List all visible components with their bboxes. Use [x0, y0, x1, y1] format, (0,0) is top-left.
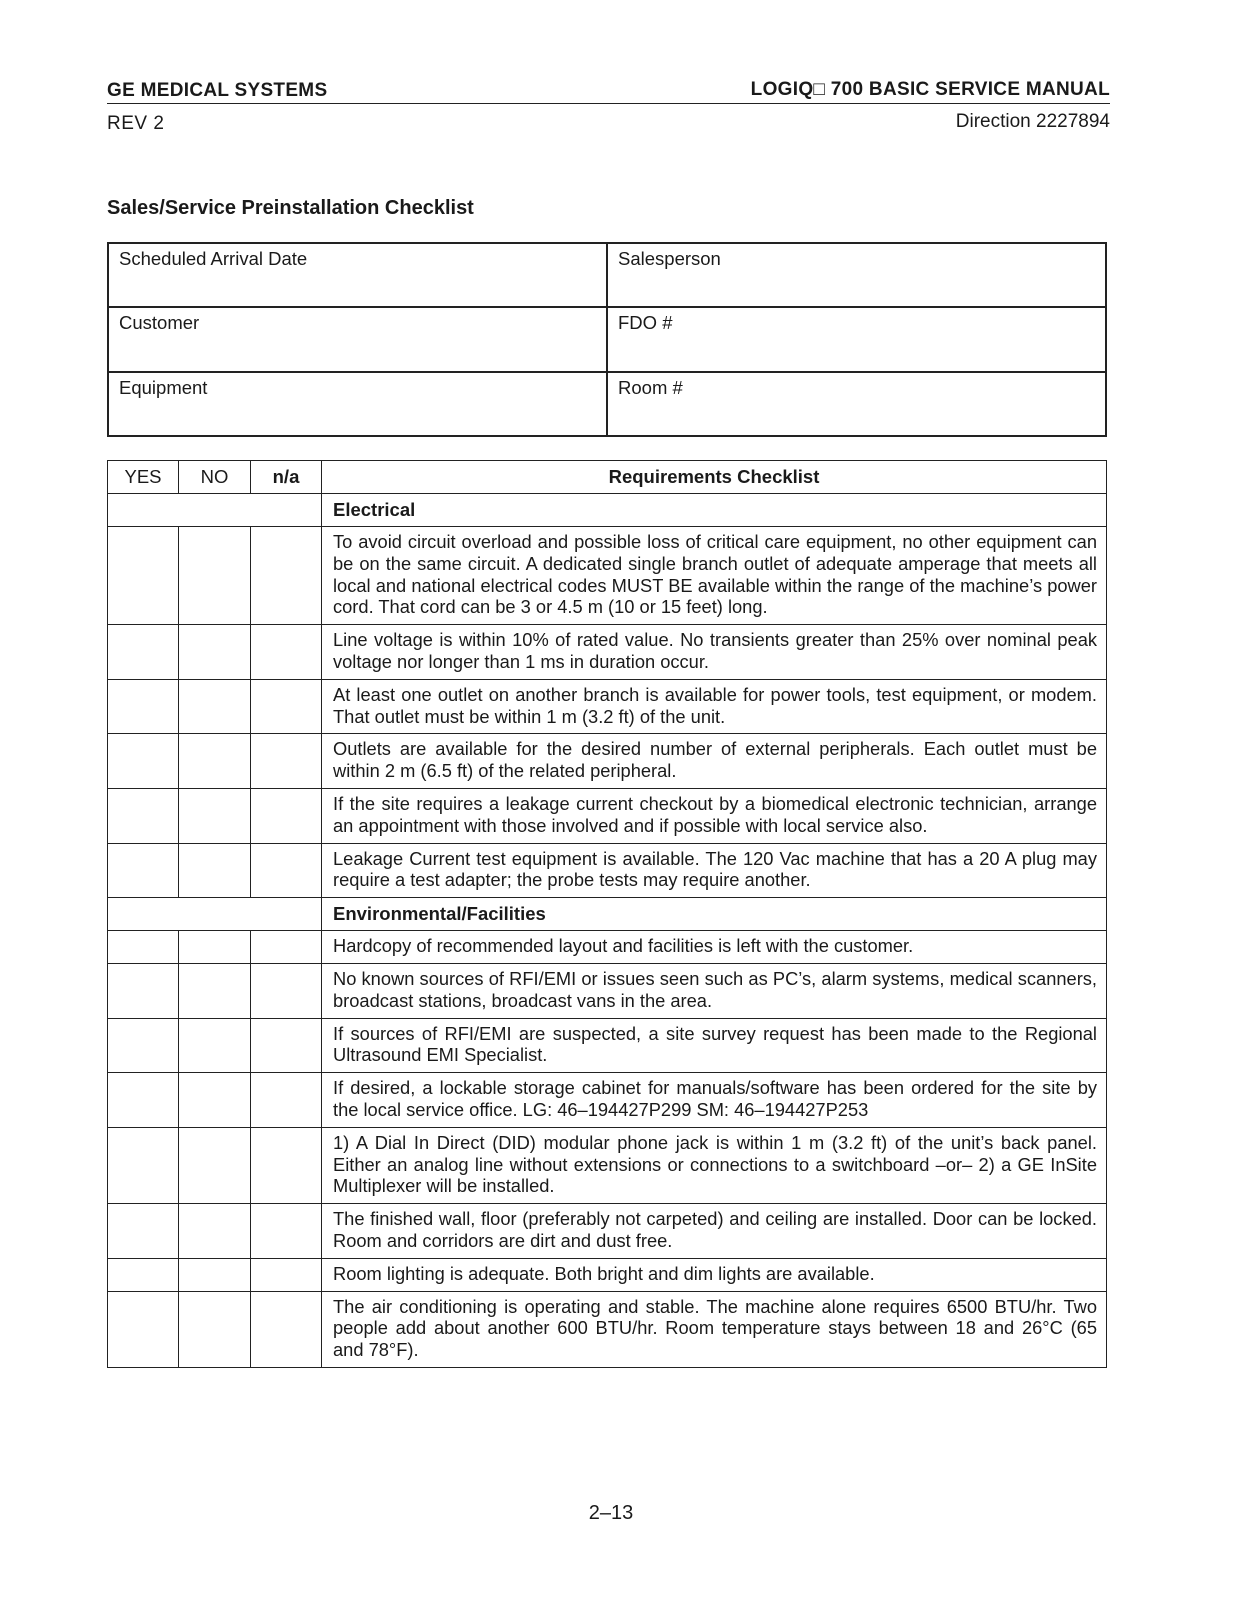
na-checkbox-cell[interactable] — [251, 931, 322, 964]
checklist-row — [108, 963, 1107, 1018]
requirement-text: The air conditioning is operating and stable. The machine alone requires 6500 BTU/hr. Two people add about another 600 BTU/hr. Room temperature stays between 18 and 26°C (65 and 78°F). — [322, 1291, 1107, 1367]
no-checkbox-cell[interactable] — [179, 527, 251, 625]
checklist-row — [108, 1073, 1107, 1128]
na-checkbox-cell[interactable] — [251, 788, 322, 843]
checklist-row — [108, 843, 1107, 898]
checklist-row — [108, 679, 1107, 734]
yes-checkbox-cell[interactable] — [108, 788, 179, 843]
section-heading-electrical: Electrical — [322, 494, 1107, 527]
yes-checkbox-cell[interactable] — [108, 1127, 179, 1203]
section-heading-environmental: Environmental/Facilities — [322, 898, 1107, 931]
yes-checkbox-cell[interactable] — [108, 679, 179, 734]
yes-checkbox-cell[interactable] — [108, 843, 179, 898]
requirement-text: To avoid circuit overload and possible loss of critical care equipment, no other equipment can be on the same circuit. A dedicated single branch outlet of adequate amperage that meets all local and national electrical codes MUST BE available within the range of the machine’s power cord. That cord can be 3 or 4.5 m (10 or 15 feet) long. — [322, 527, 1107, 625]
checklist-row — [108, 1127, 1107, 1203]
no-checkbox-cell[interactable] — [179, 1073, 251, 1128]
yes-checkbox-cell[interactable] — [108, 963, 179, 1018]
na-checkbox-cell[interactable] — [251, 963, 322, 1018]
revision-label: REV 2 — [107, 113, 165, 134]
no-checkbox-cell[interactable] — [179, 679, 251, 734]
yes-checkbox-cell[interactable] — [108, 527, 179, 625]
yes-checkbox-cell[interactable] — [108, 1258, 179, 1291]
requirement-text: Line voltage is within 10% of rated value. No transients greater than 25% over nominal peak voltage nor longer than 1 ms in duration occur. — [322, 625, 1107, 680]
salesperson-field[interactable]: Salesperson — [607, 243, 1106, 307]
manual-title: LOGIQ□ 700 BASIC SERVICE MANUAL — [750, 79, 1110, 100]
requirement-text: Leakage Current test equipment is available. The 120 Vac machine that has a 20 A plug may require a test adapter; the probe tests may require another. — [322, 843, 1107, 898]
no-checkbox-cell[interactable] — [179, 1204, 251, 1259]
checklist-row — [108, 625, 1107, 680]
yes-column-header: YES — [108, 461, 179, 494]
yes-checkbox-cell[interactable] — [108, 734, 179, 789]
page-title: Sales/Service Preinstallation Checklist — [107, 197, 474, 219]
no-column-header: NO — [179, 461, 251, 494]
section-row-electrical — [108, 494, 1107, 527]
requirement-text: No known sources of RFI/EMI or issues seen such as PC’s, alarm systems, medical scanners, broadcast stations, broadcast vans in the area. — [322, 963, 1107, 1018]
na-checkbox-cell[interactable] — [251, 625, 322, 680]
no-checkbox-cell[interactable] — [179, 1018, 251, 1073]
scheduled-arrival-date-field[interactable]: Scheduled Arrival Date — [108, 243, 607, 307]
fdo-number-field[interactable]: FDO # — [607, 307, 1106, 371]
no-checkbox-cell[interactable] — [179, 963, 251, 1018]
requirement-text: Outlets are available for the desired number of external peripherals. Each outlet must be within 2 m (6.5 ft) of the related peripheral. — [322, 734, 1107, 789]
checklist-row — [108, 1258, 1107, 1291]
requirements-column-header: Requirements Checklist — [322, 461, 1107, 494]
na-checkbox-cell[interactable] — [251, 843, 322, 898]
checklist-row — [108, 1018, 1107, 1073]
requirement-text: 1) A Dial In Direct (DID) modular phone jack is within 1 m (3.2 ft) of the unit’s back panel. Either an analog line without extensions or connections to a switchboard –or– 2) a GE InSite Multiplexer will be installed. — [322, 1127, 1107, 1203]
requirement-text: The finished wall, floor (preferably not carpeted) and ceiling are installed. Door can be locked. Room and corridors are dirt and dust free. — [322, 1204, 1107, 1259]
company-name: GE MEDICAL SYSTEMS — [107, 80, 328, 101]
no-checkbox-cell[interactable] — [179, 931, 251, 964]
checklist-row — [108, 1291, 1107, 1367]
requirement-text: If sources of RFI/EMI are suspected, a site survey request has been made to the Regional Ultrasound EMI Specialist. — [322, 1018, 1107, 1073]
checklist-row — [108, 1204, 1107, 1259]
no-checkbox-cell[interactable] — [179, 1127, 251, 1203]
customer-field[interactable]: Customer — [108, 307, 607, 371]
na-checkbox-cell[interactable] — [251, 1073, 322, 1128]
requirement-text: Hardcopy of recommended layout and facilities is left with the customer. — [322, 931, 1107, 964]
room-number-field[interactable]: Room # — [607, 372, 1106, 436]
section-row-environmental — [108, 898, 1107, 931]
section-spacer — [108, 898, 322, 931]
no-checkbox-cell[interactable] — [179, 734, 251, 789]
na-checkbox-cell[interactable] — [251, 1018, 322, 1073]
no-checkbox-cell[interactable] — [179, 1291, 251, 1367]
yes-checkbox-cell[interactable] — [108, 1018, 179, 1073]
checklist-row — [108, 931, 1107, 964]
page-number: 2–13 — [588, 1502, 634, 1524]
requirement-text: Room lighting is adequate. Both bright and dim lights are available. — [322, 1258, 1107, 1291]
na-checkbox-cell[interactable] — [251, 1258, 322, 1291]
na-checkbox-cell[interactable] — [251, 1127, 322, 1203]
yes-checkbox-cell[interactable] — [108, 931, 179, 964]
requirement-text: If the site requires a leakage current checkout by a biomedical electronic technician, arrange an appointment with those involved and if possible with local service also. — [322, 788, 1107, 843]
no-checkbox-cell[interactable] — [179, 1258, 251, 1291]
direction-number: Direction 2227894 — [955, 111, 1110, 132]
yes-checkbox-cell[interactable] — [108, 625, 179, 680]
na-checkbox-cell[interactable] — [251, 734, 322, 789]
na-column-header: n/a — [251, 461, 322, 494]
checklist-row — [108, 788, 1107, 843]
no-checkbox-cell[interactable] — [179, 843, 251, 898]
info-row — [108, 307, 1106, 371]
equipment-field[interactable]: Equipment — [108, 372, 607, 436]
yes-checkbox-cell[interactable] — [108, 1204, 179, 1259]
checklist-row — [108, 734, 1107, 789]
na-checkbox-cell[interactable] — [251, 527, 322, 625]
checklist-row — [108, 527, 1107, 625]
checklist-header-row — [108, 461, 1107, 494]
yes-checkbox-cell[interactable] — [108, 1291, 179, 1367]
na-checkbox-cell[interactable] — [251, 1204, 322, 1259]
requirements-checklist-table — [107, 460, 1107, 1368]
yes-checkbox-cell[interactable] — [108, 1073, 179, 1128]
no-checkbox-cell[interactable] — [179, 788, 251, 843]
header-divider — [107, 103, 1110, 104]
preinstallation-info-table — [107, 242, 1107, 437]
section-spacer — [108, 494, 322, 527]
na-checkbox-cell[interactable] — [251, 1291, 322, 1367]
requirement-text: If desired, a lockable storage cabinet for manuals/software has been ordered for the site by the local service office. LG: 46–194427P299 SM: 46–194427P253 — [322, 1073, 1107, 1128]
na-checkbox-cell[interactable] — [251, 679, 322, 734]
no-checkbox-cell[interactable] — [179, 625, 251, 680]
info-row — [108, 372, 1106, 436]
requirement-text: At least one outlet on another branch is available for power tools, test equipment, or modem. That outlet must be within 1 m (3.2 ft) of the unit. — [322, 679, 1107, 734]
info-row — [108, 243, 1106, 307]
